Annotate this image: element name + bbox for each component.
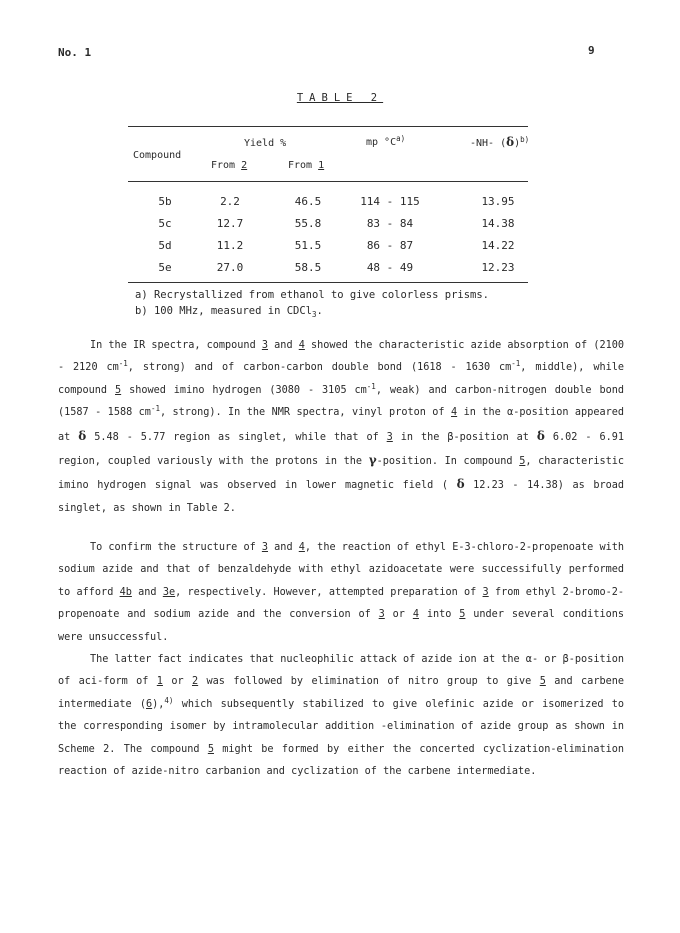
table-bottom-rule	[128, 282, 528, 283]
cell-from-1: 51.5	[294, 239, 322, 252]
cell-from-1: 55.8	[294, 217, 322, 230]
table-header-rule	[128, 181, 528, 182]
cell-nh: 14.22	[481, 239, 515, 252]
table-footnote-b: b) 100 MHz, measured in CDCl$_3$.	[135, 305, 323, 320]
header-nh-shift: -NH- $(\delta)^{b)}$	[470, 135, 530, 149]
cell-from-2: 2.2	[220, 195, 240, 208]
header-compound: Compound	[133, 150, 182, 161]
cell-compound: 5d	[158, 239, 172, 252]
cell-compound: 5b	[158, 195, 172, 208]
cell-mp: 114 - 115	[360, 195, 420, 208]
cell-mp: 48 - 49	[366, 261, 414, 274]
body-paragraph-mechanism: The latter fact indicates that nucleophilic attack of azide ion at the α- or β-position of aci-form of 1 or 2 was followed by elimination of nitro group to give 5 and carbene intermediate (6),$^{4)}$ which subsequently stabilized to give olefinic azide or isomerized to the corresponding isomer by intramolecular addition -elimination of azide group as shown in Scheme 2. The compound 5 might be formed by either the concerted cyclization-elimination reaction of azide-nitro carbanion and cyclization of the carbene intermediate.	[58, 654, 624, 778]
table-title: TABLE 2	[296, 92, 384, 104]
body-paragraph-ir-nmr: In the IR spectra, compound 3 and 4 showed the characteristic azide absorption of (2100 - 2120 $cm^{-1}$, strong) and of carbon-carbon double bond (1618 - 1630 $cm^{-1}$, middle), while compound 5 showed imino hydrogen (3080 - 3105 $cm^{-1}$, weak) and carbon-nitrogen double bond (1587 - 1588 $cm^{-1}$, strong). In the NMR spectra, vinyl proton of 4 in the α-position appeared at δ 5.48 - 5.77 region as singlet, while that of 3 in the β-position at δ 6.02 - 6.91 region, coupled variously with the protons in the γ-position. In compound 5, characteristic imino hydrogen signal was observed in lower magnetic field ( δ 12.23 - 14.38) as broad singlet, as shown in Table 2.	[58, 340, 625, 514]
cell-from-2: 27.0	[216, 261, 244, 274]
cell-from-2: 11.2	[216, 239, 244, 252]
header-from-2: From 2	[211, 160, 248, 171]
cell-from-1: 46.5	[294, 195, 322, 208]
table-top-rule	[128, 126, 528, 127]
cell-nh: 12.23	[481, 261, 515, 274]
cell-nh: 13.95	[481, 195, 515, 208]
page-number: 9	[588, 44, 595, 57]
cell-compound: 5e	[158, 261, 172, 274]
cell-compound: 5c	[158, 217, 172, 230]
cell-mp: 86 - 87	[366, 239, 414, 252]
table-footnote-a: a) Recrystallized from ethanol to give colorless prisms.	[135, 289, 490, 301]
journal-label: No. 1	[58, 46, 92, 59]
cell-from-1: 58.5	[294, 261, 322, 274]
header-from-1: From 1	[288, 160, 325, 171]
cell-from-2: 12.7	[216, 217, 244, 230]
header-yield: Yield %	[244, 138, 287, 149]
body-paragraph-structure: To confirm the structure of 3 and 4, the reaction of ethyl E-3-chloro-2-propenoate with sodium azide and that of benzaldehyde with ethyl azidoacetate were successifully performed to afford 4b and 3e, respectively. However, attempted preparation of 3 from ethyl 2-bromo-2-propenoate and sodium azide and the conversion of 3 or 4 into 5 under several conditions were unsuccessful.	[58, 542, 625, 643]
cell-nh: 14.38	[481, 217, 515, 230]
header-mp: mp $^\circ C^{a)}$	[366, 134, 406, 148]
cell-mp: 83 - 84	[366, 217, 414, 230]
